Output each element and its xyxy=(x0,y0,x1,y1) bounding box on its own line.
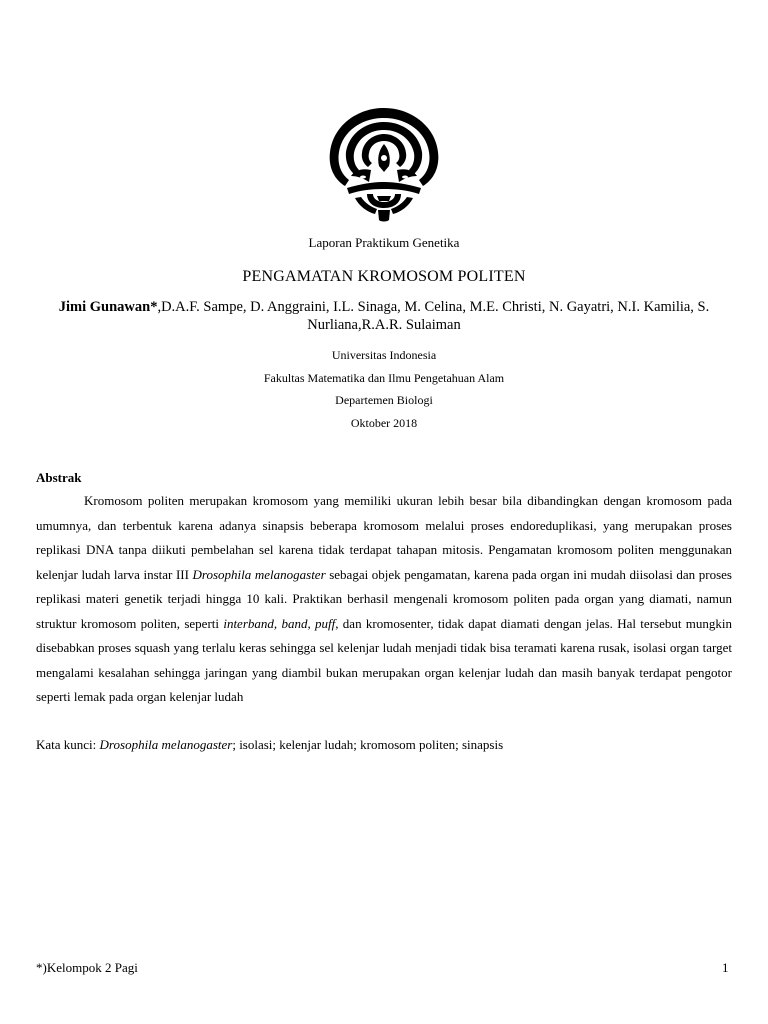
keywords-rest: ; isolasi; kelenjar ludah; kromosom politen; sinapsis xyxy=(232,737,504,752)
abstract-body xyxy=(36,489,732,710)
author-list xyxy=(36,298,732,334)
abstract-heading: Abstrak xyxy=(36,470,82,485)
report-date: Oktober 2018 xyxy=(350,416,418,430)
page-number: 1 xyxy=(722,960,729,975)
affiliation-department: Departemen Biologi xyxy=(335,393,433,407)
university-logo-icon xyxy=(327,106,441,222)
keywords-label: Kata kunci: xyxy=(36,737,100,752)
co-authors: ,D.A.F. Sampe, D. Anggraini, I.L. Sinaga, M. Celina, M.E. Christi, N. Gayatri, N.I. Kamilia, S. Nurliana,R.A.R. Sulaiman xyxy=(157,299,710,333)
lead-author: Jimi Gunawan* xyxy=(58,299,158,315)
abstract-text-1: Kromosom politen merupakan kromosom yang memiliki ukuran lebih besar bila dibandingkan dengan kromosom pada umumnya, dan terbentuk karena adanya sinapsis beberapa kromosom melalui proses endoreduplikasi, yang merupakan proses replikasi DNA tanpa diikuti pembelahan sel karena tidak terdapat tahapan mitosis. Pengamatan kromosom politen menggunakan kelenjar ludah larva instar III xyxy=(36,493,732,582)
abstract-text-3: , dan kromosenter, tidak dapat diamati dengan jelas. Hal tersebut mungkin disebabkan proses squash yang terlalu keras sehingga sel kelenjar ludah menjadi tidak bisa teramati karena rusak, isolasi organ target mengalami kesalahan sehingga jaringan yang diambil bukan merupakan organ kelenjar ludah dan masih banyak terdapat pengotor seperti lemak pada organ kelenjar ludah xyxy=(36,615,733,704)
report-type: Laporan Praktikum Genetika xyxy=(308,235,460,250)
footnote: *)Kelompok 2 Pagi xyxy=(36,960,138,975)
affiliation-faculty: Fakultas Matematika dan Ilmu Pengetahuan Alam xyxy=(263,371,505,385)
abstract-species: Drosophila melanogaster xyxy=(192,566,326,582)
abstract-structures: interband, band, puff xyxy=(223,615,336,631)
keywords-line xyxy=(36,737,503,753)
keywords-species: Drosophila melanogaster xyxy=(99,737,233,752)
document-title: PENGAMATAN KROMOSOM POLITEN xyxy=(242,268,526,285)
affiliation-university: Universitas Indonesia xyxy=(331,348,437,362)
abstract-text-2: sebagai objek pengamatan, karena pada organ ini mudah diisolasi dan proses replikasi materi genetik terjadi hingga 10 kali. Praktikan berhasil mengenali kromosom politen pada organ yang diamati, namun struktur kromosom politen, seperti xyxy=(36,566,732,631)
